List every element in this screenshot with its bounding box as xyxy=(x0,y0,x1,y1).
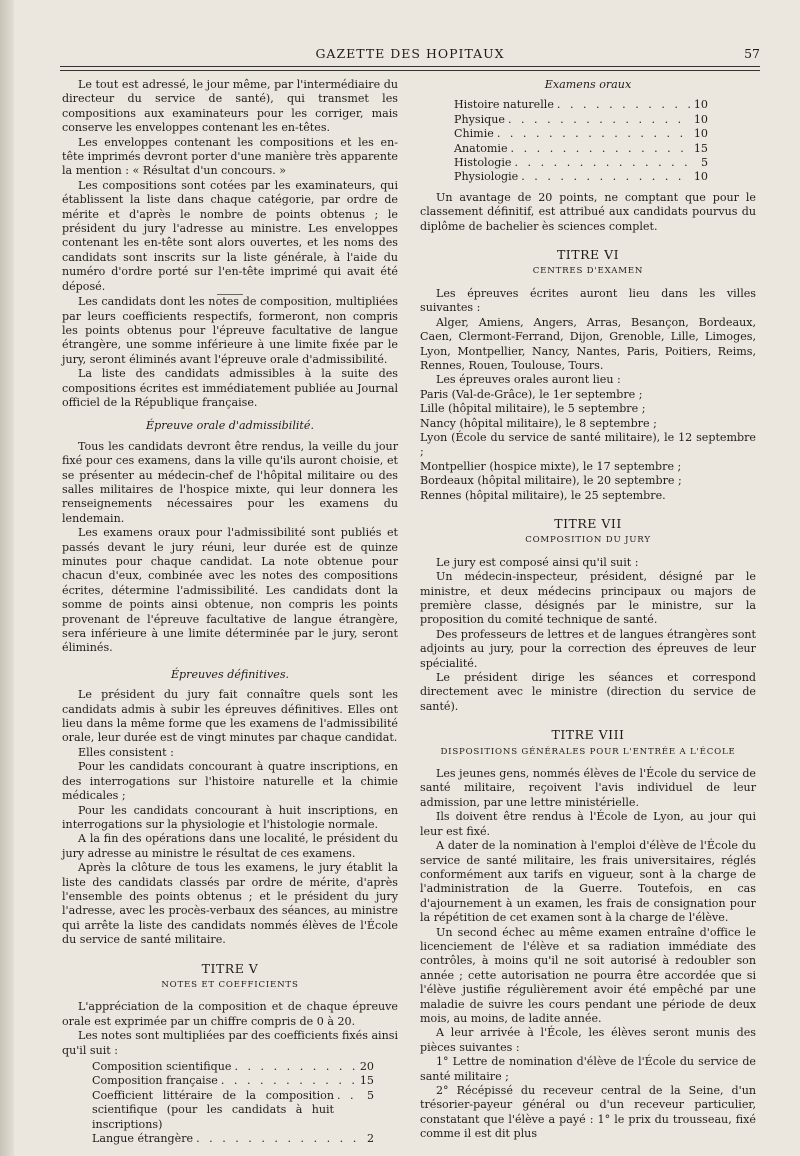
left-column xyxy=(62,78,398,1146)
paragraph: L'appréciation de la composition et de chaque épreuve orale est exprimée par un chiffre compris de 0 à 20. xyxy=(62,1000,398,1028)
paragraph: Les examens oraux pour l'admissibilité sont publiés et passés devant le jury réuni, leur durée est de quinze minutes pour chaque candidat. La note obtenue pour chacun d'eux, combinée avec les notes des compositions écrites, détermine l'admissibilité. Les candidats dont la somme de points ainsi obtenue, non compris les points provenant de l'épreuve facultative de langue étrangère, sera inférieure à une limite déterminée par le jury, seront éliminés. xyxy=(62,526,398,655)
list-item: Coefficient littéraire de la composition scientifique (pour les candidats à huit inscriptions) . . . 5 xyxy=(92,1089,374,1132)
paragraph: A dater de la nomination à l'emploi d'élève de l'École du service de santé militaire, les frais universitaires, réglés conformément aux tarifs en vigueur, sont à la charge de l'administration de la Guerre. Toutefois, en cas d'ajournement à un examen, les frais de consignation pour la répétition de cet examen sont à la charge de l'élève. xyxy=(420,839,756,925)
list-item: Lille (hôpital militaire), le 5 septembre ; xyxy=(420,402,646,416)
list-item: Montpellier (hospice mixte), le 17 septembre ; xyxy=(420,459,682,473)
paragraph: Les jeunes gens, nommés élèves de l'École du service de santé militaire, reçoivent l'avis individuel de leur admission, par une lettre ministérielle. xyxy=(420,767,756,809)
list-item: Rennes (hôpital militaire), le 25 septembre. xyxy=(420,488,666,502)
paragraph: Un médecin-inspecteur, président, désigné par le ministre, et deux médecins principaux ou majors de première classe, désignés par le ministre, sur la proposition du comité technique de santé. xyxy=(420,570,756,627)
paragraph: Le président dirige les séances et correspond directement avec le ministre (direction du service de santé). xyxy=(420,671,756,713)
titre-v-subheading: NOTES ET COEFFICIENTS xyxy=(161,979,299,990)
paragraph: Ils doivent être rendus à l'École de Lyon, au jour qui leur est fixé. xyxy=(420,810,756,838)
paragraph: Les compositions sont cotées par les examinateurs, qui établissent la liste dans chaque catégorie, par ordre de mérite et d'après le nombre de points obtenus ; le président du jury l'adresse au ministre. Les enveloppes contenant les en-tête sont alors ouvertes, et les noms des candidats sont inscrits sur la liste générale, à l'aide du numéro d'ordre porté sur l'en-tête imprimé qui avait été déposé. xyxy=(62,178,398,293)
list-item: Anatomie . . . 15 xyxy=(454,142,708,156)
list-item: Paris (Val-de-Grâce), le 1er septembre ; xyxy=(420,387,643,401)
header-rule-bottom xyxy=(60,70,760,71)
paragraph: Les candidats dont les notes de composition, multipliées par leurs coefficients respectifs, formeront, non compris les points obtenus pour l'épreuve facultative de langue étrangère, une somme inférieure à une limite fixée par le jury, seront éliminés avant l'épreuve orale d'admissibilité. xyxy=(62,295,398,366)
titre-vi-heading: TITRE VI xyxy=(556,247,620,263)
titre-viii-heading: TITRE VIII xyxy=(551,727,625,743)
paragraph: La liste des candidats admissibles à la suite des compositions écrites est immédiatement publiée au Journal officiel de la République française. xyxy=(62,367,398,409)
titre-vii-heading: TITRE VII xyxy=(554,515,622,531)
paragraph: A leur arrivée à l'École, les élèves seront munis des pièces suivantes : xyxy=(420,1026,756,1054)
section-heading-definitive: Épreuves définitives. xyxy=(170,667,290,681)
titre-vii-subheading: COMPOSITION DU JURY xyxy=(525,535,651,546)
section-heading-exams: Examens oraux xyxy=(544,78,632,91)
list-item: Histoire naturelle . . . 10 xyxy=(454,98,708,112)
list-item: Physique . . . 10 xyxy=(454,113,708,127)
paragraph: Le président du jury fait connaître quels sont les candidats admis à subir les épreuves définitives. Elles ont lieu dans la même forme que les examens de l'admissibilité orale, leur durée est de vingt minutes par chaque candidat. xyxy=(62,688,398,745)
paragraph: Alger, Amiens, Angers, Arras, Besançon, Bordeaux, Caen, Clermont-Ferrand, Dijon, Grenoble, Lille, Limoges, Lyon, Montpellier, Nancy, Nantes, Paris, Poitiers, Reims, Rennes, Rouen, Toulouse, Tours. xyxy=(420,315,756,372)
paragraph: Elles consistent : xyxy=(78,745,174,759)
paragraph: Des professeurs de lettres et de langues étrangères sont adjoints au jury, pour la correction des épreuves de leur spécialité. xyxy=(420,627,756,670)
list-item: Histologie . . . 5 xyxy=(454,156,708,170)
oral-centers-list xyxy=(420,388,756,503)
paragraph: Le tout est adressé, le jour même, par l'intermédiaire du directeur du service de santé), qui transmet les compositions aux examinateurs pour les corriger, mais conserve les enveloppes contenant les en-têtes. xyxy=(62,78,398,135)
titre-vi-subheading: CENTRES D'EXAMEN xyxy=(532,266,644,277)
oral-exams-list xyxy=(420,98,756,184)
paragraph: Les enveloppes contenant les compositions et les en-tête imprimés devront porter d'une manière très apparente la mention : « Résultat d'un concours. » xyxy=(62,135,398,178)
section-heading-oral: Épreuve orale d'admissibilité. xyxy=(146,419,314,433)
list-item: Langue étrangère . . . 2 xyxy=(92,1132,374,1146)
list-item: Lyon (École du service de santé militaire), le 12 septembre ; xyxy=(420,430,756,459)
journal-title: GAZETTE DES HOPITAUX xyxy=(315,46,505,61)
header-rule-top xyxy=(60,66,760,67)
list-item: Physiologie . . . 10 xyxy=(454,170,708,184)
paragraph: Un second échec au même examen entraîne d'office le licenciement de l'élève et sa radiation immédiate des contrôles, à moins qu'il ne soit autorisé à redoubler son année ; cette autorisation ne pourra être accordée que si l'élève justifie régulièrement avoir été empêché par une maladie de suivre les cours pendant une période de deux mois, au moins, de ladite année. xyxy=(420,925,756,1025)
paragraph: Un avantage de 20 points, ne comptant que pour le classement définitif, est attribué aux candidats pourvus du diplôme de bachelier ès sciences complet. xyxy=(420,190,756,233)
coefficients-list xyxy=(62,1060,398,1146)
paragraph: 2° Récépissé du receveur central de la Seine, d'un trésorier-payeur général ou d'un receveur particulier, constatant que l'élève a payé : 1° le prix du trousseau, fixé comme il est dit plus xyxy=(420,1084,756,1141)
page-binding-edge xyxy=(0,0,14,1156)
paragraph: Pour les candidats concourant à quatre inscriptions, en des interrogations sur l'histoire naturelle et la chimie médicales ; xyxy=(62,760,398,803)
page-number: 57 xyxy=(744,46,760,61)
list-item: Composition scientifique . . . 20 xyxy=(92,1060,374,1074)
right-column xyxy=(420,78,756,1142)
paragraph: Les notes sont multipliées par des coefficients fixés ainsi qu'il suit : xyxy=(62,1029,398,1057)
list-item: Nancy (hôpital militaire), le 8 septembre ; xyxy=(420,416,657,430)
titre-viii-subheading: DISPOSITIONS GÉNÉRALES POUR L'ENTRÉE A L'ÉCOLE xyxy=(440,746,736,757)
page-header xyxy=(60,46,760,68)
paragraph: Après la clôture de tous les examens, le jury établit la liste des candidats classés par ordre de mérite, d'après l'ensemble des points obtenus ; et le président du jury l'adresse, avec les procès-verbaux des séances, au ministre qui arrête la liste des candidats nommés élèves de l'École du service de santé militaire. xyxy=(62,861,398,947)
paragraph: 1° Lettre de nomination d'élève de l'École du service de santé militaire ; xyxy=(420,1055,756,1083)
titre-v-heading: TITRE V xyxy=(201,960,259,976)
paragraph: Les épreuves orales auront lieu : xyxy=(436,373,621,387)
paragraph: A la fin des opérations dans une localité, le président du jury adresse au ministre le résultat de ces examens. xyxy=(62,832,398,860)
list-item: Chimie . . . 10 xyxy=(454,127,708,141)
list-item: Bordeaux (hôpital militaire), le 20 septembre ; xyxy=(420,474,682,488)
list-item: Composition française . . . 15 xyxy=(92,1074,374,1088)
paragraph: Le jury est composé ainsi qu'il suit : xyxy=(436,555,639,569)
paragraph: Les épreuves écrites auront lieu dans les villes suivantes : xyxy=(420,286,756,315)
paragraph: Pour les candidats concourant à huit inscriptions, en interrogations sur la physiologie et l'histologie normale. xyxy=(62,803,398,831)
paragraph: Tous les candidats devront être rendus, la veille du jour fixé pour ces examens, dans la ville qu'ils auront choisie, et se présenter au médecin-chef de l'hôpital militaire ou des salles militaires de l'hospice mixte, qui leur donnera les renseignements nécessaires pour les examens du lendemain. xyxy=(62,439,398,525)
